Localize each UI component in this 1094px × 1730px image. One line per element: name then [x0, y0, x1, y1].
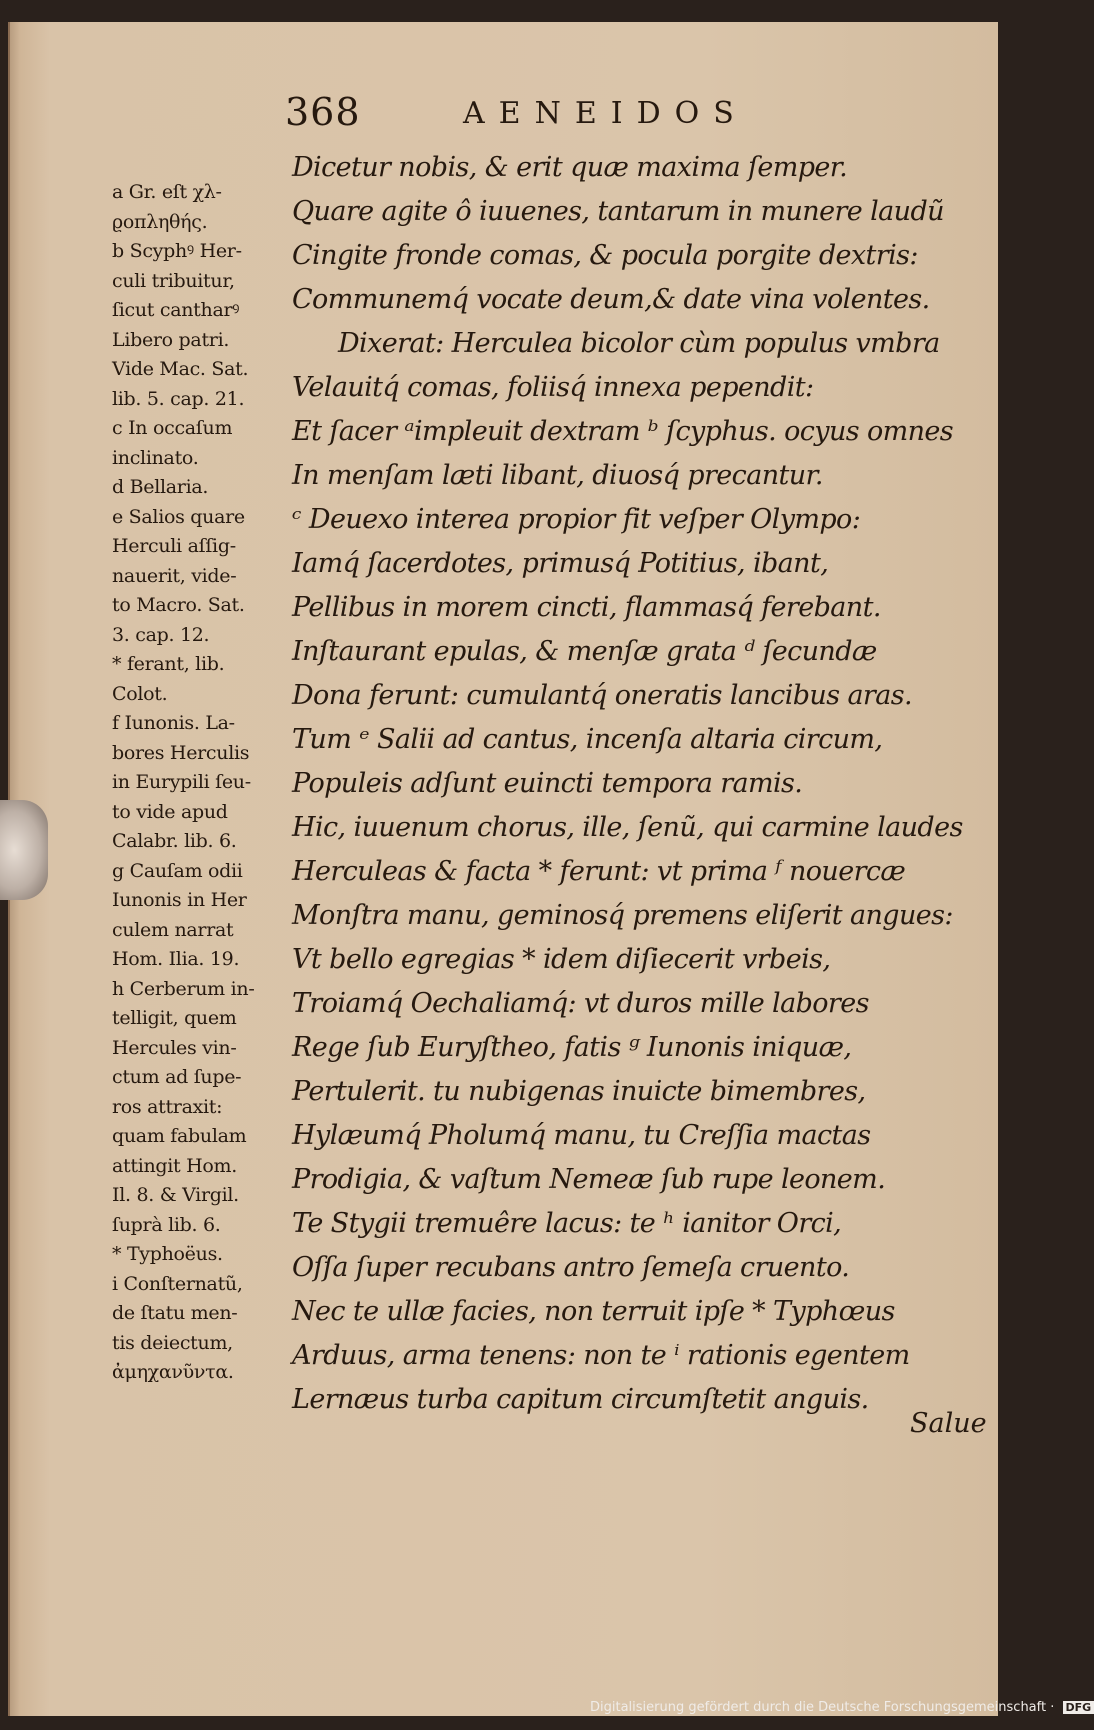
- verse-line: Prodigia, & vaſtum Nemeæ ſub rupe leonem.: [292, 1164, 886, 1195]
- note-line: lib. 5. cap. 21.: [112, 387, 245, 410]
- note-line: de ſtatu men-: [112, 1302, 238, 1324]
- note-line: b Scyphꝰ Her-: [112, 240, 242, 262]
- verse-line: Vt bello egregias * idem diſiecerit vrbeis,: [292, 944, 831, 975]
- verse-text: [292, 146, 992, 1422]
- note-line: to Macro. Sat.: [112, 594, 245, 616]
- footer-credit: [590, 1700, 1094, 1715]
- note-line: ctum ad ſupe-: [112, 1066, 242, 1088]
- page-clip-icon: [0, 800, 48, 900]
- dfg-logo: DFG: [1063, 1701, 1094, 1714]
- note-line: Il. 8. & Virgil.: [112, 1184, 239, 1206]
- note-line: Vide Mac. Sat.: [112, 358, 249, 380]
- verse-line: Hic, iuuenum chorus, ille, ſenũ, qui carmine laudes: [292, 812, 963, 843]
- note-line: Calabr. lib. 6.: [112, 830, 237, 852]
- verse-line: Te Stygii tremuêre lacus: te ʰ ianitor Orci,: [292, 1208, 842, 1239]
- note-line: nauerit, vide-: [112, 564, 237, 587]
- note-line: i Conſternatũ,: [112, 1272, 243, 1295]
- verse-line: In menſam læti libant, diuosq́ precantur.: [292, 460, 823, 491]
- verse-line: Rege ſub Euryſtheo, fatis ᵍ Iunonis iniquæ,: [292, 1032, 852, 1063]
- verse-line: Troiamq́ Oechaliamq́: vt duros mille labores: [292, 988, 869, 1019]
- verse-line: Quare agite ô iuuenes, tantarum in munere laudũ: [292, 196, 944, 227]
- note-line: inclinato.: [112, 446, 199, 469]
- running-head: [285, 90, 845, 140]
- note-line: c In occaſum: [112, 417, 233, 439]
- page-number: 368: [285, 90, 361, 134]
- note-line: * Typhoëus.: [112, 1243, 223, 1265]
- note-line: culi tribuitur,: [112, 269, 235, 292]
- verse-line: Populeis adſunt euincti tempora ramis.: [292, 768, 803, 799]
- verse-line: Cingite fronde comas, & pocula porgite dextris:: [292, 240, 918, 271]
- book-title: AENEIDOS: [463, 96, 748, 131]
- note-line: h Cerberum in-: [112, 977, 255, 1000]
- catchword: Salue: [910, 1408, 987, 1439]
- verse-line: Dicetur nobis, & erit quæ maxima ſemper.: [292, 152, 848, 183]
- verse-line: ᶜ Deuexo interea propior fit veſper Olympo:: [292, 504, 861, 535]
- note-line: Herculi aſſig-: [112, 535, 236, 557]
- verse-line: Dona ferunt: cumulantq́ oneratis lancibus aras.: [292, 680, 912, 711]
- verse-line: Hylæumq́ Pholumq́ manu, tu Creſſia mactas: [292, 1120, 871, 1151]
- verse-line: Herculeas & facta * ferunt: vt prima ᶠ nouercæ: [292, 856, 906, 887]
- note-line: tis deiectum,: [112, 1331, 233, 1354]
- note-line: to vide apud: [112, 800, 228, 823]
- note-line: Hercules vin-: [112, 1036, 237, 1059]
- note-line: Libero patri.: [112, 328, 230, 351]
- note-line: d Bellaria.: [112, 476, 209, 498]
- note-line: quam fabulam: [112, 1125, 247, 1147]
- note-line: Hom. Ilia. 19.: [112, 948, 240, 970]
- verse-line: Communemq́ vocate deum,& date vina volentes.: [292, 284, 930, 315]
- note-line: Colot.: [112, 682, 168, 705]
- note-line: culem narrat: [112, 918, 234, 941]
- verse-line: Arduus, arma tenens: non te ⁱ rationis egentem: [292, 1340, 910, 1371]
- note-line: telligit, quem: [112, 1007, 237, 1029]
- marginal-notes: [112, 178, 292, 1388]
- footer-credit-text: Digitalisierung gefördert durch die Deutsche Forschungsgemeinschaft ·: [590, 1700, 1055, 1715]
- verse-line: Nec te ullæ facies, non terruit ipſe * Typhœus: [292, 1296, 895, 1327]
- verse-line: Et ſacer ᵃimpleuit dextram ᵇ ſcyphus. ocyus omnes: [292, 416, 954, 447]
- verse-line: Velauitq́ comas, foliisq́ innexa pependit:: [292, 372, 814, 403]
- verse-line: Pellibus in morem cincti, flammasq́ ferebant.: [292, 592, 881, 623]
- note-line: bores Herculis: [112, 741, 250, 764]
- verse-line: Monſtra manu, geminosq́ premens eliſerit angues:: [292, 900, 953, 931]
- note-line: * ferant, lib.: [112, 653, 225, 675]
- note-line: ἀμηχανῦντα.: [112, 1361, 234, 1383]
- note-line: f Iunonis. La-: [112, 712, 235, 734]
- verse-line: Pertulerit. tu nubigenas inuicte bimembres,: [292, 1076, 866, 1107]
- note-line: e Salios quare: [112, 505, 245, 528]
- verse-line: Oſſa ſuper recubans antro ſemeſa cruento.: [292, 1252, 850, 1283]
- verse-line: Tum ᵉ Salii ad cantus, incenſa altaria circum,: [292, 724, 883, 755]
- verse-line: Lernæus turba capitum circumſtetit anguis.: [292, 1384, 869, 1415]
- verse-line: Iamq́ ſacerdotes, primusq́ Potitius, ibant,: [292, 548, 829, 579]
- note-line: Iunonis in Her: [112, 889, 247, 911]
- note-line: ros attraxit:: [112, 1095, 223, 1118]
- verse-line: Inſtaurant epulas, & menſæ grata ᵈ ſecundæ: [292, 636, 877, 667]
- verse-line: Dixerat: Herculea bicolor cùm populus vmbra: [338, 328, 940, 359]
- note-line: g Cauſam odii: [112, 859, 243, 882]
- note-line: ϱοπληθής.: [112, 210, 208, 233]
- note-line: ſicut cantharꝰ: [112, 299, 240, 321]
- note-line: in Eurypili ſeu-: [112, 771, 251, 793]
- note-line: a Gr. eſt χλ-: [112, 181, 222, 203]
- note-line: attingit Hom.: [112, 1154, 237, 1177]
- note-line: 3. cap. 12.: [112, 623, 210, 646]
- note-line: ſuprà lib. 6.: [112, 1213, 221, 1236]
